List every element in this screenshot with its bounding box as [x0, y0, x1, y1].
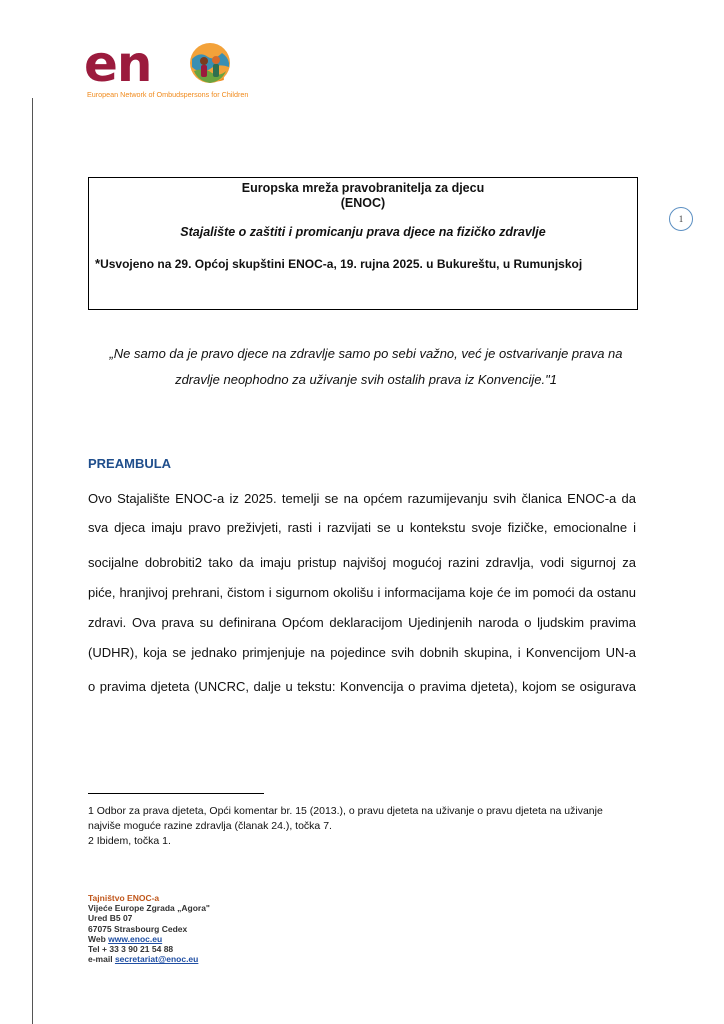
- footer-address-2: Ured B5 07: [88, 913, 133, 924]
- logo-subtitle: European Network of Ombudspersons for Children: [87, 90, 249, 99]
- page-number-badge: 1: [669, 207, 693, 231]
- paragraph-line: sva djeca imaju pravo preživjeti, rasti i razvijati se u kontekstu svoje fizičke, emocionalne i: [88, 520, 636, 535]
- email-link[interactable]: secretariat@enoc.eu: [114, 954, 199, 965]
- paragraph-line: Ovo Stajalište ENOC-a iz 2025. temelji se na općem razumijevanju svih članica ENOC-a da: [88, 491, 636, 506]
- footnote-1-continued: najviše moguće razine zdravlja (članak 24.), točka 7.: [88, 820, 332, 832]
- title-box: [88, 177, 638, 310]
- logo-letter-e: e: [84, 35, 117, 93]
- paragraph-line: o pravima djeteta (UNCRC, dalje u tekstu: Konvencija o pravima djeteta), kojom se osigurava: [88, 679, 636, 694]
- quote-line-2: zdravlje neophodno za uživanje svih ostalih prava iz Konvencije."1: [175, 372, 557, 387]
- web-label: Web: [88, 933, 109, 944]
- footer-web: [88, 934, 210, 944]
- left-margin-rule: [32, 98, 33, 1024]
- footer-tel: Tel + 33 3 90 21 54 88: [88, 944, 174, 955]
- secretariat-footer: [88, 893, 210, 964]
- footnote-1: 1 Odbor za prava djeteta, Opći komentar br. 15 (2013.), o pravu djeteta na uživanje o pravu djeteta na uživanje: [88, 805, 603, 817]
- enoc-logo: [84, 35, 274, 102]
- footer-address-1: Vijeće Europe Zgrada „Agora": [88, 903, 210, 914]
- quote-line-1: „Ne samo da je pravo djece na zdravlje samo po sebi važno, već je ostvarivanje prava na: [109, 346, 623, 361]
- paragraph-line: (UDHR), koja se jednako primjenjuje na pojedince svih dobnih skupina, i Konvencijom UN-a: [88, 645, 636, 660]
- globe-children-icon: [188, 41, 232, 85]
- logo-letter-n: n: [116, 35, 152, 93]
- email-label: e-mail: [88, 954, 115, 965]
- web-link[interactable]: www.enoc.eu: [108, 933, 163, 944]
- footnote-2: 2 Ibidem, točka 1.: [88, 835, 171, 847]
- adoption-note: [95, 256, 582, 271]
- footnote-separator: [88, 793, 264, 794]
- adoption-text: Usvojeno na 29. Općoj skupštini ENOC-a, 19. rujna 2025. u Bukureštu, u Rumunjskoj: [100, 257, 583, 271]
- footer-title: Tajništvo ENOC-a: [88, 893, 160, 903]
- org-name: Europska mreža pravobranitelja za djecu: [241, 181, 485, 195]
- paragraph-line: piće, hranjivoj prehrani, čistom i sigurnom okolišu i informacijama koje će im pomoći da ostanu: [88, 585, 636, 600]
- section-heading: PREAMBULA: [88, 456, 172, 471]
- paragraph-line: socijalne dobrobiti2 tako da imaju pristup najvišoj mogućoj razini zdravlja, vodi sigurnoj za: [88, 555, 636, 570]
- footer-address-3: 67075 Strasbourg Cedex: [88, 923, 188, 934]
- org-abbreviation: (ENOC): [340, 196, 386, 210]
- paragraph-line: zdravi. Ova prava su definirana Općom deklaracijom Ujedinjenih naroda o ljudskim pravima: [88, 615, 636, 630]
- document-title: Stajalište o zaštiti i promicanju prava djece na fizičko zdravlje: [180, 225, 546, 239]
- footer-email: [88, 954, 210, 964]
- adoption-asterisk: *: [95, 256, 101, 271]
